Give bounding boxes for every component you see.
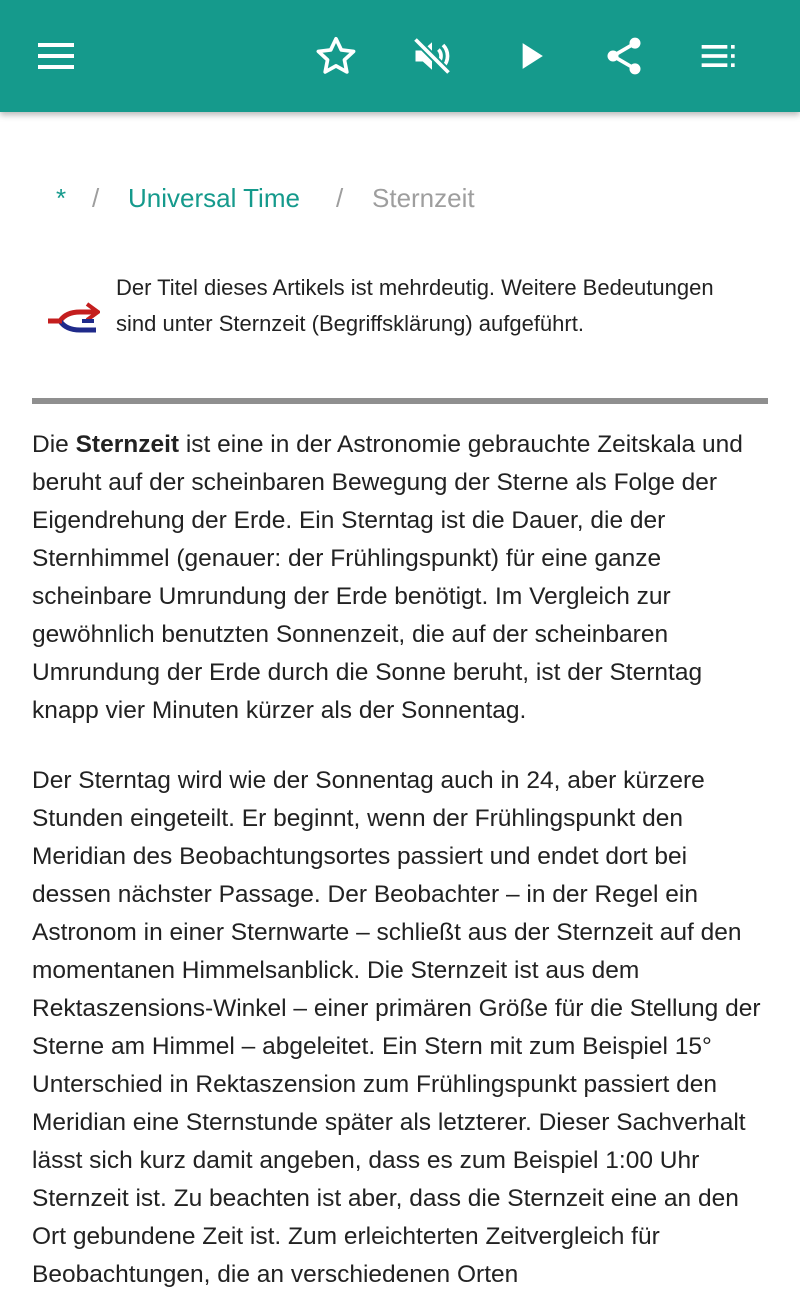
menu-icon[interactable]: [28, 28, 84, 84]
breadcrumb-home-link[interactable]: *: [56, 183, 67, 213]
star-outline-icon[interactable]: [308, 28, 364, 84]
share-icon[interactable]: [596, 28, 652, 84]
article-subject: Sternzeit: [75, 431, 180, 458]
play-icon[interactable]: [502, 28, 558, 84]
paragraph-text: ist eine in der Astronomie gebrauchte Zeitskala und beruht auf der scheinbaren Bewegung der Sterne als Folge der Eigendrehung der Erde. Ein Sterntag ist die Dauer, die der Sternhimmel (genauer: der Frühlingspunkt) für eine ganze scheinbare Umrundung der Erde benötigt. Im Vergleich zur gewöhnlich benutzten Sonnenzeit, die auf der scheinbaren Umrundung der Erde durch die Sonne beruht, ist der Sterntag knapp vier Minuten kürzer als der Sonnentag.: [32, 431, 743, 724]
disambiguation-icon: [46, 300, 100, 347]
divider: [32, 398, 768, 404]
breadcrumb-current: Sternzeit: [372, 183, 475, 213]
breadcrumb-separator: /: [92, 183, 100, 213]
hatnote-text: Der Titel dieses Artikels ist mehrdeutig. Weitere Bedeutungen sind unter Sternzeit (Begriffsklärung) aufgeführt.: [116, 275, 714, 336]
app-toolbar: [0, 0, 800, 112]
volume-off-icon[interactable]: [404, 28, 460, 84]
breadcrumb-parent-link[interactable]: Universal Time: [128, 183, 300, 213]
article-paragraph: Der Sterntag wird wie der Sonnentag auch in 24, aber kürzere Stunden eingeteilt. Er beginnt, wenn der Frühlingspunkt den Meridian des Beobachtungsortes passiert und endet dort bei dessen nächster Passage. Der Beobachter – in der Regel ein Astronom in einer Sternwarte – schließt aus der Sternzeit auf den momentanen Himmelsanblick. Die Sternzeit ist aus dem Rektaszensions-Winkel – einer primären Größe für die Stellung der Sterne am Himmel – abgeleitet. Ein Stern mit zum Beispiel 15° Unterschied in Rektaszension zum Frühlingspunkt passiert den Meridian eine Sternstunde später als letzterer. Dieser Sachverhalt lässt sich kurz damit angeben, dass es zum Beispiel 1:00 Uhr Sternzeit ist. Zu beachten ist aber, dass die Sternzeit eine an den Ort gebundene Zeit ist. Zum erleichterten Zeitvergleich für Beobachtungen, die an verschiedenen Orten: [32, 767, 761, 1288]
breadcrumb-separator: /: [336, 183, 344, 213]
article-paragraph: [32, 426, 772, 730]
paragraph-prefix: Die: [32, 431, 76, 458]
toc-list-icon[interactable]: [692, 28, 748, 84]
